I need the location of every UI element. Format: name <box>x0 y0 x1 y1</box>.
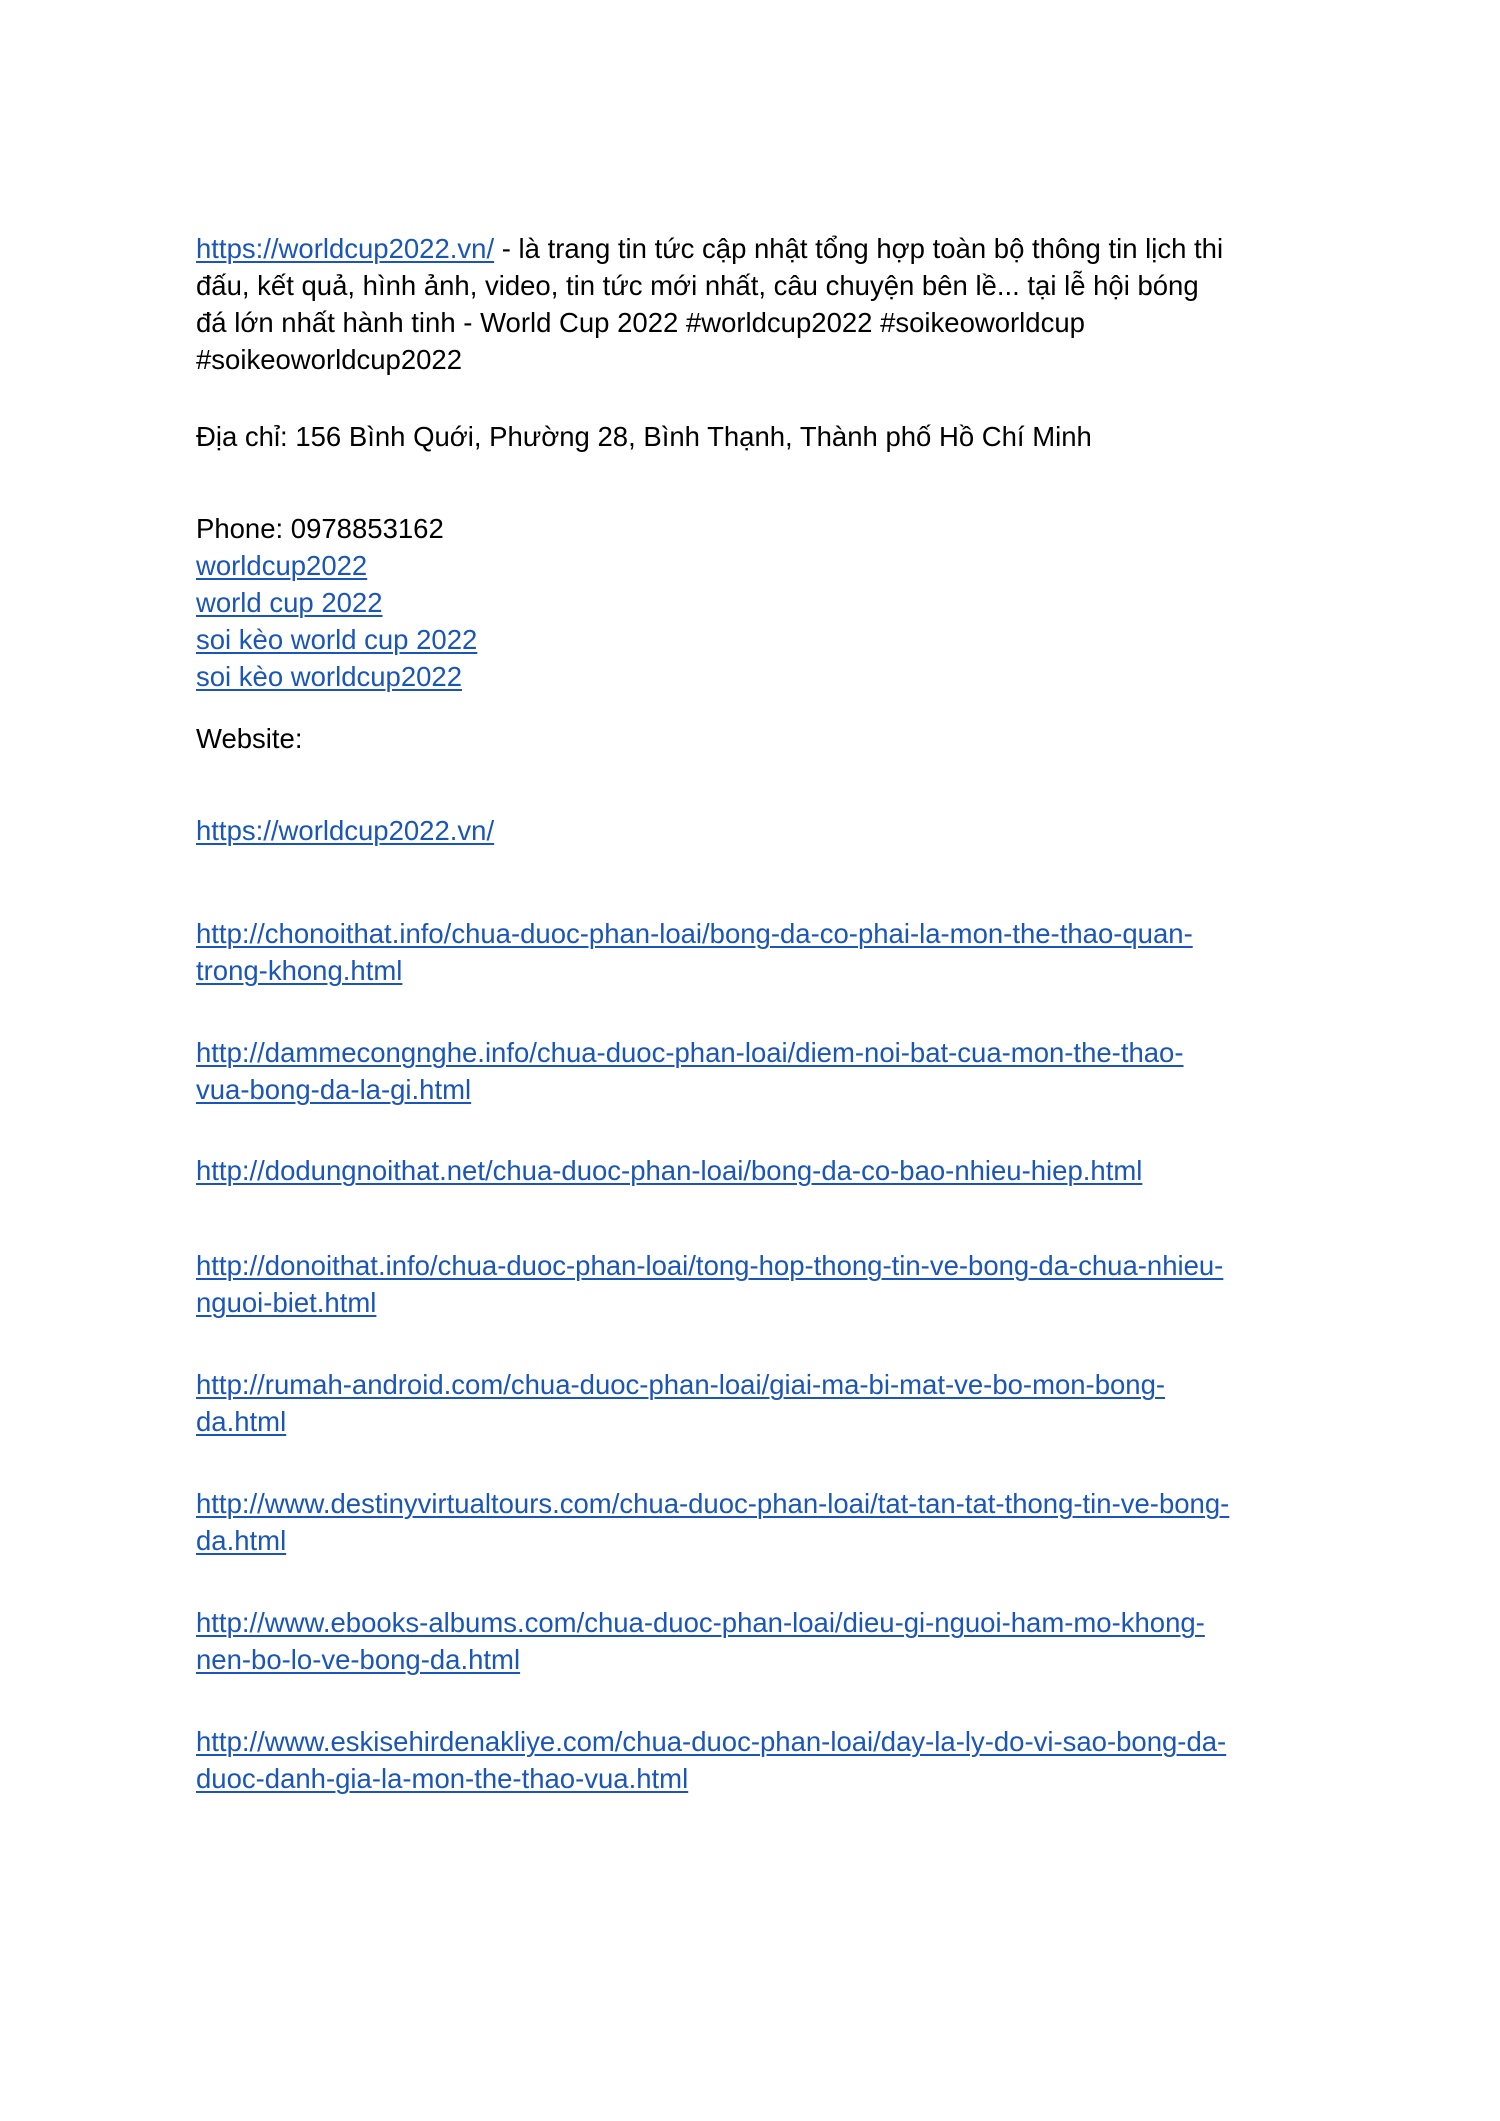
link-ebooks-albums-cont[interactable]: nen-bo-lo-ve-bong-da.html <box>196 1644 521 1675</box>
intro-paragraph <box>196 230 1223 378</box>
phone-text: Phone: 0978853162 <box>196 513 444 544</box>
intro-text-line4: #soikeoworldcup2022 <box>196 344 463 375</box>
link-chonoithat-cont[interactable]: trong-khong.html <box>196 955 403 986</box>
link-eskisehirdenakliye-cont[interactable]: duoc-danh-gia-la-mon-the-thao-vua.html <box>196 1763 689 1794</box>
link-donoithat-cont[interactable]: nguoi-biet.html <box>196 1287 377 1318</box>
address-text: Địa chỉ: 156 Bình Quới, Phường 28, Bình Thạnh, Thành phố Hồ Chí Minh <box>196 421 1092 452</box>
link-ebooks-albums[interactable]: http://www.ebooks-albums.com/chua-duoc-phan-loai/dieu-gi-nguoi-ham-mo-khong- <box>196 1607 1205 1638</box>
keyword-link-soi-keo-worldcup2022[interactable]: soi kèo worldcup2022 <box>196 661 463 692</box>
link-dammecongnghe[interactable]: http://dammecongnghe.info/chua-duoc-phan-loai/diem-noi-bat-cua-mon-the-thao- <box>196 1037 1184 1068</box>
link-destinyvirtualtours[interactable]: http://www.destinyvirtualtours.com/chua-duoc-phan-loai/tat-tan-tat-thong-tin-ve-bong- <box>196 1488 1230 1519</box>
link-item <box>196 1152 1142 1189</box>
link-chonoithat[interactable]: http://chonoithat.info/chua-duoc-phan-loai/bong-da-co-phai-la-mon-the-thao-quan- <box>196 918 1193 949</box>
link-item <box>196 1604 1205 1678</box>
link-item <box>196 1485 1229 1559</box>
intro-text-line2: đấu, kết quả, hình ảnh, video, tin tức mới nhất, câu chuyện bên lề... tại lễ hội bóng <box>196 270 1199 301</box>
contact-block <box>196 510 477 695</box>
link-item <box>196 1034 1184 1108</box>
link-destinyvirtualtours-cont[interactable]: da.html <box>196 1525 287 1556</box>
link-dodungnoithat[interactable]: http://dodungnoithat.net/chua-duoc-phan-loai/bong-da-co-bao-nhieu-hiep.html <box>196 1155 1143 1186</box>
link-item <box>196 1723 1226 1797</box>
website-link[interactable]: https://worldcup2022.vn/ <box>196 815 495 846</box>
link-rumah-android[interactable]: http://rumah-android.com/chua-duoc-phan-loai/giai-ma-bi-mat-ve-bo-mon-bong- <box>196 1369 1166 1400</box>
link-item <box>196 1366 1165 1440</box>
intro-text-line3: đá lớn nhất hành tinh - World Cup 2022 #worldcup2022 #soikeoworldcup <box>196 307 1085 338</box>
link-eskisehirdenakliye[interactable]: http://www.eskisehirdenakliye.com/chua-duoc-phan-loai/day-la-ly-do-vi-sao-bong-da- <box>196 1726 1227 1757</box>
link-donoithat[interactable]: http://donoithat.info/chua-duoc-phan-loai/tong-hop-thong-tin-ve-bong-da-chua-nhieu- <box>196 1250 1224 1281</box>
link-dammecongnghe-cont[interactable]: vua-bong-da-la-gi.html <box>196 1074 472 1105</box>
intro-site-link[interactable]: https://worldcup2022.vn/ <box>196 233 495 264</box>
link-rumah-android-cont[interactable]: da.html <box>196 1406 287 1437</box>
keyword-link-worldcup2022[interactable]: worldcup2022 <box>196 550 368 581</box>
keyword-link-soi-keo-world-cup-2022[interactable]: soi kèo world cup 2022 <box>196 624 478 655</box>
intro-text-line1: - là trang tin tức cập nhật tổng hợp toàn bộ thông tin lịch thi <box>494 233 1224 264</box>
link-item <box>196 915 1193 989</box>
link-item <box>196 1247 1223 1321</box>
keyword-link-world-cup-2022[interactable]: world cup 2022 <box>196 587 383 618</box>
website-label: Website: <box>196 723 303 754</box>
